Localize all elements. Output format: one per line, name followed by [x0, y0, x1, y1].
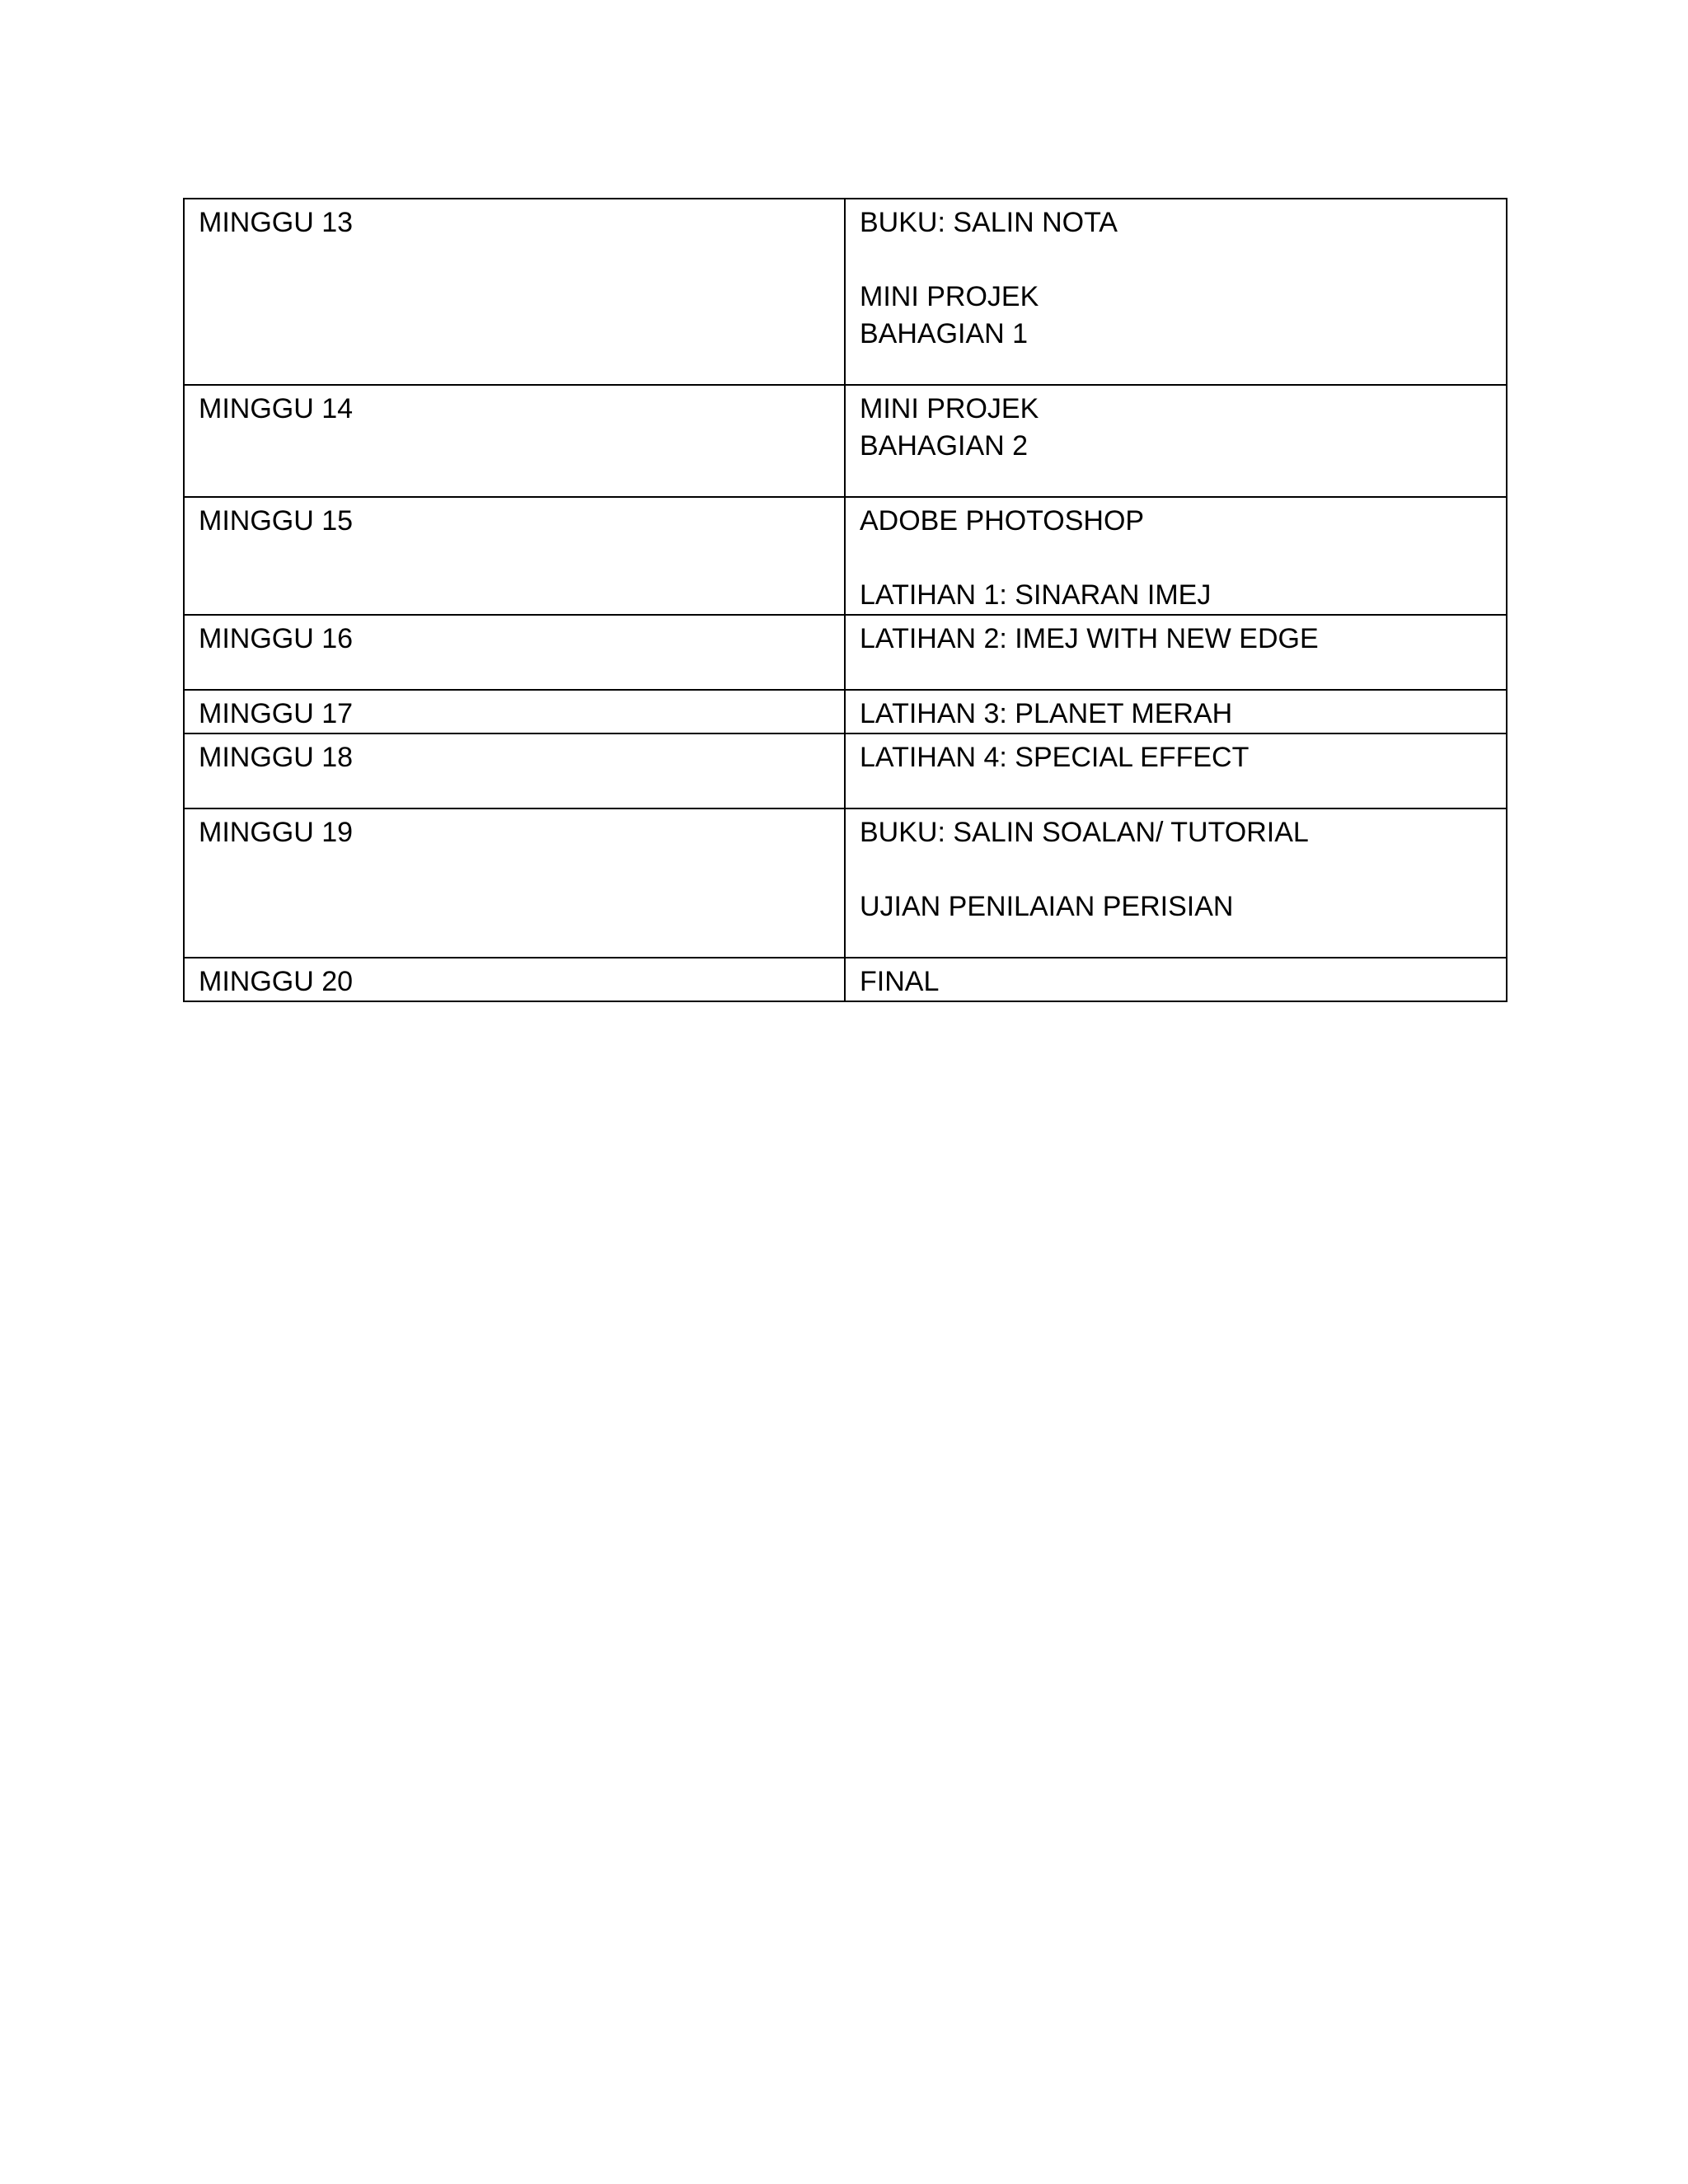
schedule-table: [183, 198, 1507, 1002]
activity-cell: LATIHAN 2: IMEJ WITH NEW EDGE: [845, 615, 1507, 690]
table-row: [184, 958, 1507, 1001]
week-cell: MINGGU 15: [184, 497, 845, 615]
week-cell: MINGGU 13: [184, 199, 845, 385]
table-row: [184, 690, 1507, 733]
activity-cell: LATIHAN 3: PLANET MERAH: [845, 690, 1507, 733]
table-row: [184, 808, 1507, 958]
activity-cell: LATIHAN 4: SPECIAL EFFECT: [845, 733, 1507, 808]
table-row: [184, 615, 1507, 690]
week-cell: MINGGU 16: [184, 615, 845, 690]
week-cell: MINGGU 20: [184, 958, 845, 1001]
week-cell: MINGGU 14: [184, 385, 845, 497]
activity-cell: FINAL: [845, 958, 1507, 1001]
activity-cell: BUKU: SALIN NOTA MINI PROJEK BAHAGIAN 1: [845, 199, 1507, 385]
table-row: [184, 385, 1507, 497]
activity-cell: MINI PROJEK BAHAGIAN 2: [845, 385, 1507, 497]
activity-cell: BUKU: SALIN SOALAN/ TUTORIAL UJIAN PENILAIAN PERISIAN: [845, 808, 1507, 958]
week-cell: MINGGU 19: [184, 808, 845, 958]
table-row: [184, 733, 1507, 808]
activity-cell: ADOBE PHOTOSHOP LATIHAN 1: SINARAN IMEJ: [845, 497, 1507, 615]
week-cell: MINGGU 17: [184, 690, 845, 733]
table-row: [184, 497, 1507, 615]
table-row: [184, 199, 1507, 385]
week-cell: MINGGU 18: [184, 733, 845, 808]
